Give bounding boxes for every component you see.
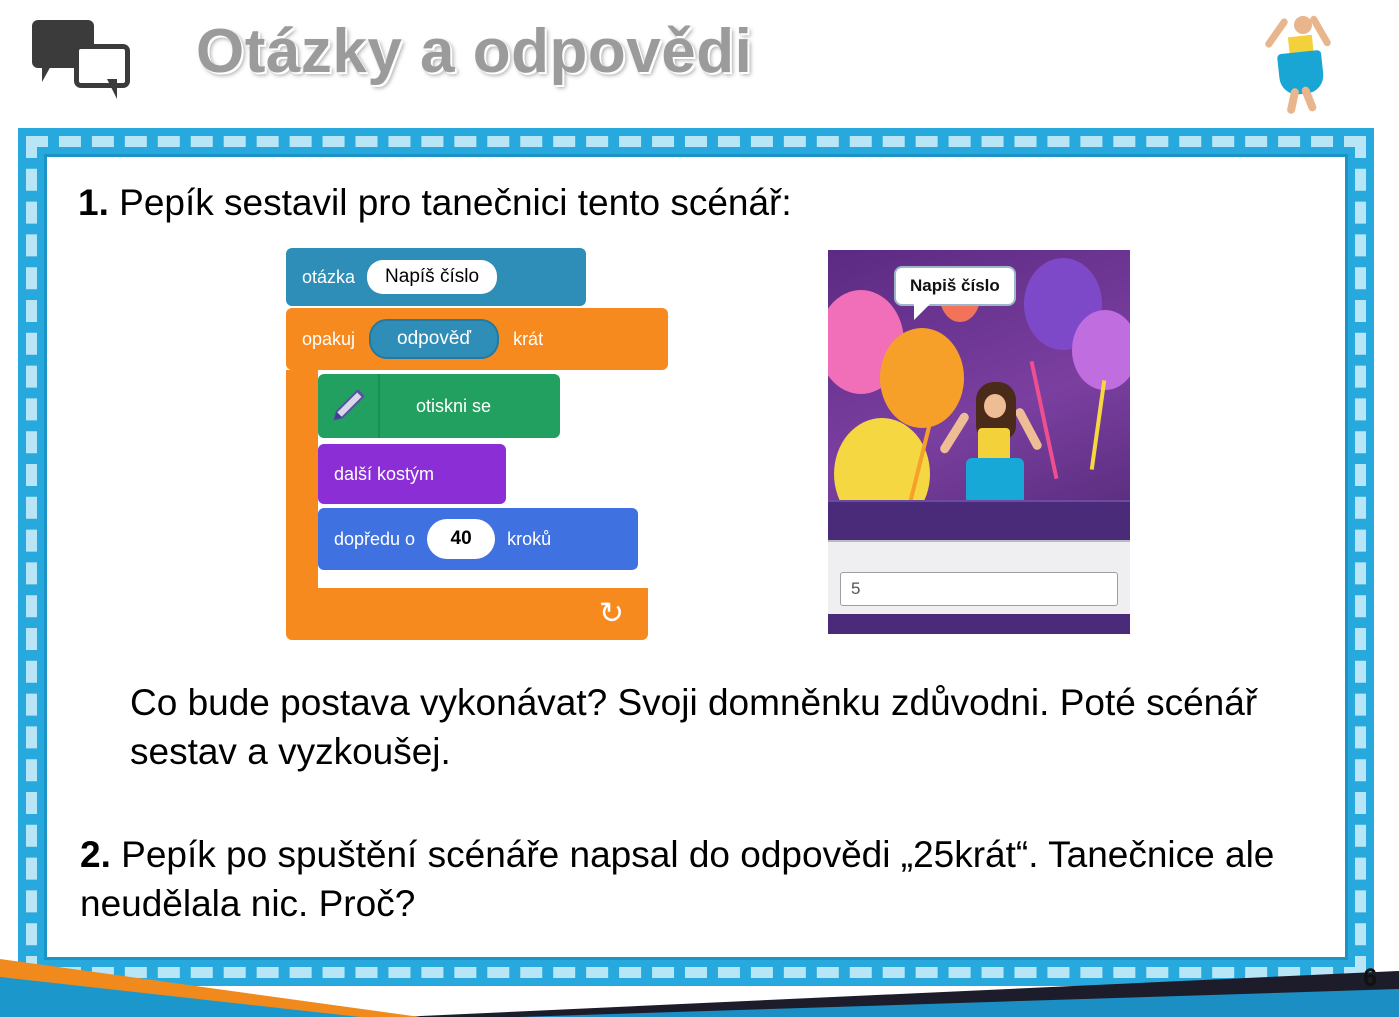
- block-move-steps-input[interactable]: 40: [427, 519, 495, 559]
- block-move-suffix: kroků: [507, 528, 552, 549]
- stage-bottom-band: [828, 614, 1130, 634]
- slide-header: [0, 0, 1399, 124]
- balloon-violet: [1072, 310, 1130, 390]
- stage-dancer-face: [984, 394, 1006, 418]
- stage-speech-bubble: Napiš číslo: [894, 266, 1016, 306]
- stage-floor: [828, 500, 1130, 542]
- question-1-text: Pepík sestavil pro tanečnici tento scénář:: [119, 182, 792, 223]
- block-stamp-label: otiskni se: [416, 395, 492, 416]
- block-ask-input[interactable]: Napíš číslo: [367, 260, 497, 294]
- block-repeat[interactable]: [286, 308, 668, 370]
- page-title: Otázky a odpovědi: [196, 17, 753, 86]
- question-1: [78, 182, 792, 224]
- footer-shape-cyan: [0, 977, 360, 1017]
- block-ask[interactable]: [286, 248, 586, 306]
- question-1-number: 1.: [78, 182, 109, 223]
- stage-dancer-top: [978, 428, 1010, 462]
- answer-input[interactable]: 5: [840, 572, 1118, 606]
- scratch-script: [286, 248, 686, 668]
- page-number: 6: [1363, 964, 1377, 992]
- middle-paragraph: Co bude postava vykonávat? Svoji domněnku zdůvodni. Poté scénář sestav a vyzkoušej.: [130, 682, 1258, 773]
- stage-dancer-arm-right: [1014, 407, 1044, 452]
- question-2: [80, 830, 1280, 928]
- pen-icon: [318, 374, 380, 438]
- block-ask-label: otázka: [302, 266, 356, 287]
- block-repeat-label: opakuj: [302, 328, 356, 349]
- block-move-prefix: dopředu o: [334, 528, 416, 549]
- block-answer-variable[interactable]: odpověď: [369, 319, 499, 359]
- repeat-block-wall: [286, 370, 318, 588]
- block-stamp[interactable]: [318, 374, 560, 438]
- question-2-text: Pepík po spuštění scénáře napsal do odpovědi „25krát“. Tanečnice ale neudělala nic. Proč?: [80, 834, 1275, 925]
- speech-bubbles-icon: [26, 14, 136, 106]
- stage-preview: [828, 250, 1130, 634]
- dancer-head: [1294, 16, 1312, 34]
- footer-shape-blue: [519, 989, 1399, 1017]
- block-next-costume[interactable]: [318, 444, 506, 504]
- stage-dancer-arm-left: [938, 411, 970, 455]
- block-next-costume-label: další kostým: [334, 463, 435, 484]
- header-dancer-illustration: [1261, 0, 1341, 118]
- speech-bubble-light: [74, 44, 130, 88]
- block-move-steps[interactable]: [318, 508, 638, 570]
- loop-arrow-icon: ↻: [598, 597, 624, 630]
- question-2-number: 2.: [80, 834, 111, 875]
- streamer-yellow: [1090, 380, 1106, 470]
- repeat-block-foot[interactable]: [286, 588, 648, 640]
- dancer-arm-left: [1264, 17, 1289, 49]
- block-repeat-suffix: krát: [513, 328, 544, 349]
